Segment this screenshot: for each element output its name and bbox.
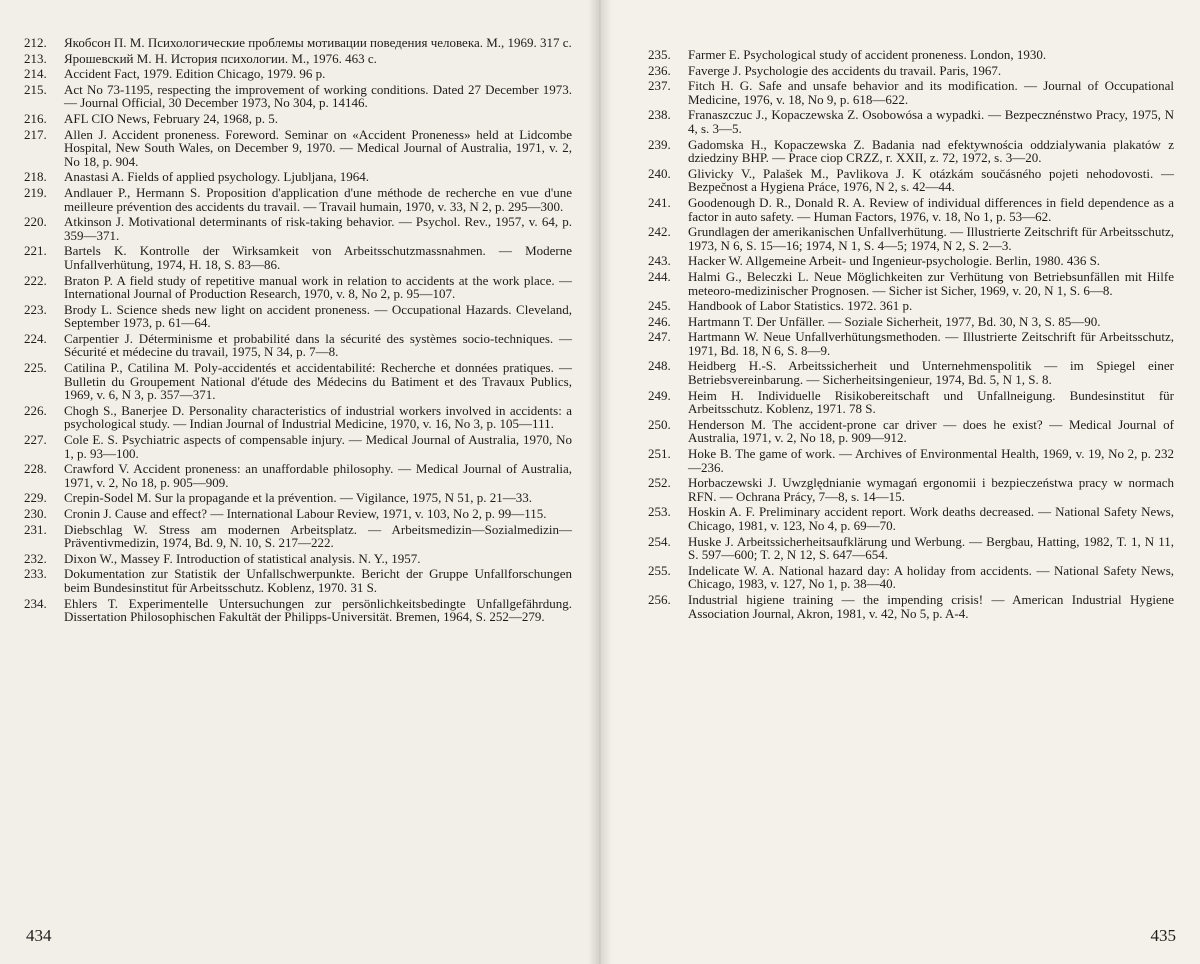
list-item bbox=[648, 330, 1174, 357]
reference-number: 237. bbox=[648, 78, 671, 94]
list-item bbox=[648, 225, 1174, 252]
reference-text: Hartmann W. Neue Unfallverhütungsmethoden. — Illustrierte Zeitschrift für Arbeitsschutz, 1971, Bd. 18, N 6, S. 8—9. bbox=[688, 329, 1174, 358]
list-item bbox=[24, 491, 572, 505]
list-item bbox=[24, 404, 572, 431]
reference-number: 250. bbox=[648, 416, 671, 432]
list-item bbox=[648, 447, 1174, 474]
list-item bbox=[24, 244, 572, 271]
list-item bbox=[24, 36, 572, 50]
list-item bbox=[648, 418, 1174, 445]
reference-number: 235. bbox=[648, 47, 671, 62]
reference-text: Braton P. A field study of repetitive manual work in relation to accidents at the work place. — International Journal of Production Research, 1970, v. 8, No 2, p. 95—107. bbox=[64, 272, 572, 302]
reference-text: Cole E. S. Psychiatric aspects of compensable injury. — Medical Journal of Australia, 1970, No 1, p. 93—100. bbox=[64, 432, 572, 461]
reference-text: Hoke B. The game of work. — Archives of Environmental Health, 1969, v. 19, No 2, p. 232—236. bbox=[688, 446, 1174, 475]
reference-number: 247. bbox=[648, 329, 671, 345]
reference-number: 252. bbox=[648, 475, 671, 491]
reference-number: 244. bbox=[648, 268, 671, 284]
reference-number: 225. bbox=[24, 360, 47, 376]
list-item bbox=[648, 138, 1174, 165]
reference-text: Chogh S., Banerjee D. Personality characteristics of industrial workers involved in accidents: a psychological study. — Indian Journal of Industrial Medicine, 1970, v. 16, No 3, p. 105—111. bbox=[64, 402, 572, 432]
reference-text: Andlauer P., Hermann S. Proposition d'application d'une méthode de recherche en vue d'une meilleure prévention des accidents du travail. — Travail humain, 1970, v. 33, N 2, p. 295—300. bbox=[64, 184, 572, 214]
reference-number: 227. bbox=[24, 432, 47, 448]
reference-text: Ярошевский М. Н. История психологии. М., 1976. 463 с. bbox=[64, 50, 377, 66]
reference-text: Hacker W. Allgemeine Arbeit- und Ingenieur-psychologie. Berlin, 1980. 436 S. bbox=[688, 253, 1101, 269]
reference-number: 254. bbox=[648, 533, 671, 549]
reference-text: Henderson M. The accident-prone car driver — does he exist? — Medical Journal of Australia, 1971, v. 2, No 18, p. 909—912. bbox=[688, 416, 1174, 446]
reference-text: Dixon W., Massey F. Introduction of statistical analysis. N. Y., 1957. bbox=[64, 550, 421, 566]
list-item bbox=[24, 67, 572, 81]
list-item bbox=[24, 186, 572, 213]
reference-list-right bbox=[648, 48, 1174, 620]
reference-text: Horbaczewski J. Uwzględnianie wymagań ergonomii i bezpieczeństwa pracy w normach RFN. — Ochrana Prácy, 7—8, s. 14—15. bbox=[688, 475, 1174, 504]
reference-text: Gadomska H., Kopaczewska Z. Badania nad efektywnościa oddzialywania plakatów z dziedziny BHP. — Prace ciop CRZZ, r. XXII, z. 72, 1972, s. 3—20. bbox=[688, 136, 1174, 166]
list-item bbox=[24, 83, 572, 110]
list-item bbox=[24, 433, 572, 460]
list-item bbox=[24, 128, 572, 169]
reference-number: 220. bbox=[24, 214, 47, 230]
reference-text: Glivicky V., Palašek M., Pavlikova J. K otázkám součásného pojeti nehodovosti. — Bezpečnost a Hygiena Práce, 1976, N 2, s. 42—44. bbox=[688, 165, 1174, 195]
reference-number: 251. bbox=[648, 446, 671, 462]
list-item bbox=[648, 389, 1174, 416]
reference-text: Atkinson J. Motivational determinants of risk-taking behavior. — Psychol. Rev., 1957, v. 64, p. 359—371. bbox=[64, 214, 572, 243]
reference-number: 236. bbox=[648, 62, 671, 78]
reference-number: 249. bbox=[648, 387, 671, 403]
reference-number: 238. bbox=[648, 107, 671, 123]
reference-text: Farmer E. Psychological study of accident proneness. London, 1930. bbox=[688, 47, 1047, 62]
reference-text: Diebschlag W. Stress am modernen Arbeitsplatz. — Arbeitsmedizin—Sozialmedizin—Präventivmedizin, 1974, Bd. 9, N. 10, S. 217—222. bbox=[64, 521, 572, 551]
list-item bbox=[24, 112, 572, 126]
reference-text: Dokumentation zur Statistik der Unfallschwerpunkte. Bericht der Gruppe Unfallforschungen beim Bundesinstitut für Arbeitsschutz. Koblenz, 1970. 31 S. bbox=[64, 566, 572, 595]
reference-text: Bartels K. Kontrolle der Wirksamkeit von Arbeitsschutzmassnahmen. — Moderne Unfallverhütung, 1974, H. 18, S. 83—86. bbox=[64, 243, 572, 272]
list-item bbox=[648, 359, 1174, 386]
reference-number: 229. bbox=[24, 490, 47, 506]
list-item bbox=[24, 462, 572, 489]
list-item bbox=[24, 215, 572, 242]
reference-number: 248. bbox=[648, 358, 671, 374]
list-item bbox=[648, 196, 1174, 223]
reference-list-left bbox=[24, 36, 572, 624]
reference-text: Faverge J. Psychologie des accidents du travail. Paris, 1967. bbox=[688, 62, 1002, 78]
list-item bbox=[24, 332, 572, 359]
list-item bbox=[648, 270, 1174, 297]
reference-text: Goodenough D. R., Donald R. A. Review of individual differences in field dependence as a factor in auto safety. — Human Factors, 1976, v. 18, No 1, p. 53—62. bbox=[688, 194, 1174, 224]
list-item bbox=[648, 64, 1174, 78]
reference-text: Accident Fact, 1979. Edition Chicago, 1979. 96 p. bbox=[64, 66, 326, 82]
list-item bbox=[24, 507, 572, 521]
reference-number: 219. bbox=[24, 184, 47, 200]
list-item bbox=[648, 108, 1174, 135]
reference-number: 246. bbox=[648, 313, 671, 329]
list-item bbox=[648, 167, 1174, 194]
list-item bbox=[648, 476, 1174, 503]
reference-number: 213. bbox=[24, 50, 47, 66]
reference-number: 239. bbox=[648, 136, 671, 152]
reference-number: 231. bbox=[24, 521, 47, 537]
reference-text: Grundlagen der amerikanischen Unfallverhütung. — Illustrierte Zeitschrift für Arbeitsschutz, 1973, N 6, S. 15—16; 1974, N 1, S. 4—5; 1974, N 2, S. 2—3. bbox=[688, 224, 1174, 253]
list-item bbox=[24, 170, 572, 184]
list-item bbox=[24, 567, 572, 594]
list-item bbox=[648, 315, 1174, 329]
reference-number: 217. bbox=[24, 126, 47, 142]
list-item bbox=[648, 535, 1174, 562]
reference-text: Fitch H. G. Safe and unsafe behavior and its modification. — Journal of Occupational Medicine, 1976, v. 18, No 9, p. 618—622. bbox=[688, 78, 1174, 107]
reference-number: 243. bbox=[648, 253, 671, 269]
list-item bbox=[648, 564, 1174, 591]
reference-text: Brody L. Science sheds new light on accident proneness. — Occupational Hazards. Cleveland, September 1973, p. 61—64. bbox=[64, 301, 572, 331]
list-item bbox=[24, 361, 572, 402]
reference-text: Carpentier J. Déterminisme et probabilité dans la sécurité des systèmes socio-techniques. — Sécurité et médecine du travail, 1975, N 34, p. 7—8. bbox=[64, 330, 572, 360]
reference-text: Indelicate W. A. National hazard day: A holiday from accidents. — National Safety News, Chicago, 1983, v. 127, No 1, p. 38—40. bbox=[688, 562, 1174, 592]
reference-text: Allen J. Accident proneness. Foreword. Seminar on «Accident Proneness» held at Lidcombe Hospital, New South Wales, on December 9, 1970. — Medical Journal of Australia, 1971, v. 2, No 18, p. 904. bbox=[64, 126, 572, 169]
list-item bbox=[24, 523, 572, 550]
page-number-left: 434 bbox=[26, 926, 52, 945]
reference-text: Hartmann T. Der Unfäller. — Soziale Sicherheit, 1977, Bd. 30, N 3, S. 85—90. bbox=[688, 313, 1101, 329]
reference-number: 232. bbox=[24, 550, 47, 566]
reference-number: 240. bbox=[648, 165, 671, 181]
reference-number: 212. bbox=[24, 35, 47, 50]
reference-text: Industrial higiene training — the impending crisis! — American Industrial Hygiene Association Journal, Akron, 1981, v. 42, No 5, p. A-4. bbox=[688, 591, 1174, 621]
reference-number: 255. bbox=[648, 562, 671, 578]
reference-text: Якобсон П. М. Психологические проблемы мотивации поведения человека. М., 1969. 317 с. bbox=[64, 35, 572, 50]
list-item bbox=[648, 48, 1174, 62]
list-item bbox=[24, 274, 572, 301]
list-item bbox=[24, 52, 572, 66]
reference-text: Crawford V. Accident proneness: an unaffordable philosophy. — Medical Journal of Australia, 1971, v. 2, No 18, p. 905—909. bbox=[64, 461, 572, 490]
reference-number: 221. bbox=[24, 243, 47, 259]
reference-number: 214. bbox=[24, 66, 47, 82]
list-item bbox=[648, 299, 1174, 313]
reference-number: 216. bbox=[24, 110, 47, 126]
reference-number: 256. bbox=[648, 591, 671, 607]
list-item bbox=[24, 303, 572, 330]
list-item bbox=[24, 597, 572, 624]
reference-number: 234. bbox=[24, 595, 47, 611]
reference-number: 253. bbox=[648, 504, 671, 520]
reference-number: 218. bbox=[24, 169, 47, 185]
page-number-right: 435 bbox=[1150, 926, 1176, 945]
list-item bbox=[648, 254, 1174, 268]
list-item bbox=[648, 593, 1174, 620]
list-item bbox=[648, 79, 1174, 106]
reference-number: 223. bbox=[24, 301, 47, 317]
reference-number: 233. bbox=[24, 566, 47, 582]
reference-number: 228. bbox=[24, 461, 47, 477]
reference-text: Hoskin A. F. Preliminary accident report. Work deaths decreased. — National Safety News, Chicago, 1981, v. 123, No 4, p. 69—70. bbox=[688, 504, 1174, 533]
reference-text: Franaszczuc J., Kopaczewska Z. Osobowósa a wypadki. — Bezpecznénstwo Pracy, 1975, N 4, s. 3—5. bbox=[688, 107, 1174, 136]
reference-text: Handbook of Labor Statistics. 1972. 361 p. bbox=[688, 298, 913, 314]
reference-text: Catilina P., Catilina M. Poly-accidentés et accidentabilité: Recherche et données pratiques. — Bulletin du Groupement National d'étude des Médecins du Batiment et des Travaux Publics, 1969, v. 6, N 3, p. 357—371. bbox=[64, 360, 572, 403]
reference-number: 230. bbox=[24, 506, 47, 521]
reference-text: Heidberg H.-S. Arbeitssicherheit und Unternehmenspolitik — im Spiegel einer Betriebsvereinbarung. — Sicherheitsingenieur, 1974, Bd. 5, N 1, S. 8. bbox=[688, 358, 1174, 388]
list-item bbox=[24, 552, 572, 566]
reference-text: Ehlers T. Experimentelle Untersuchungen zur persönlichkeitsbedingte Unfallgefährdung. Dissertation Philosophischen Fakultät der Philipps-Universität. Bremen, 1964, S. 252—279. bbox=[64, 595, 572, 625]
list-item bbox=[648, 505, 1174, 532]
reference-text: Anastasi A. Fields of applied psychology. Ljubljana, 1964. bbox=[64, 169, 369, 185]
right-page bbox=[600, 0, 1200, 964]
reference-text: Halmi G., Beleczki L. Neue Möglichkeiten zur Verhütung von Betriebsunfällen mit Hilfe meteoro-medizinischer Prognosen. — Sicher ist Sicher, 1969, v. 20, N 1, S. 6—8. bbox=[688, 268, 1174, 298]
reference-text: Cronin J. Cause and effect? — International Labour Review, 1971, v. 103, No 2, p. 99—115. bbox=[64, 506, 547, 521]
reference-text: Huske J. Arbeitssicherheitsaufklärung und Werbung. — Bergbau, Hatting, 1982, T. 1, N 11, S. 597—600; T. 2, N 12, S. 647—654. bbox=[688, 533, 1174, 563]
reference-number: 242. bbox=[648, 224, 671, 240]
reference-number: 245. bbox=[648, 298, 671, 314]
reference-number: 215. bbox=[24, 81, 47, 97]
reference-text: Act No 73-1195, respecting the improvement of working conditions. Dated 27 December 1973. — Journal Official, 30 December 1973, No 304, p. 14146. bbox=[64, 81, 572, 111]
reference-number: 226. bbox=[24, 402, 47, 418]
reference-number: 222. bbox=[24, 272, 47, 288]
reference-number: 241. bbox=[648, 194, 671, 210]
reference-text: Crepin-Sodel M. Sur la propagande et la prévention. — Vigilance, 1975, N 51, p. 21—33. bbox=[64, 490, 532, 506]
reference-text: AFL CIO News, February 24, 1968, p. 5. bbox=[64, 110, 278, 126]
reference-number: 224. bbox=[24, 330, 47, 346]
reference-text: Heim H. Individuelle Risikobereitschaft und Unfallneigung. Bundesinstitut für Arbeitsschutz. Koblenz, 1971. 78 S. bbox=[688, 387, 1174, 417]
